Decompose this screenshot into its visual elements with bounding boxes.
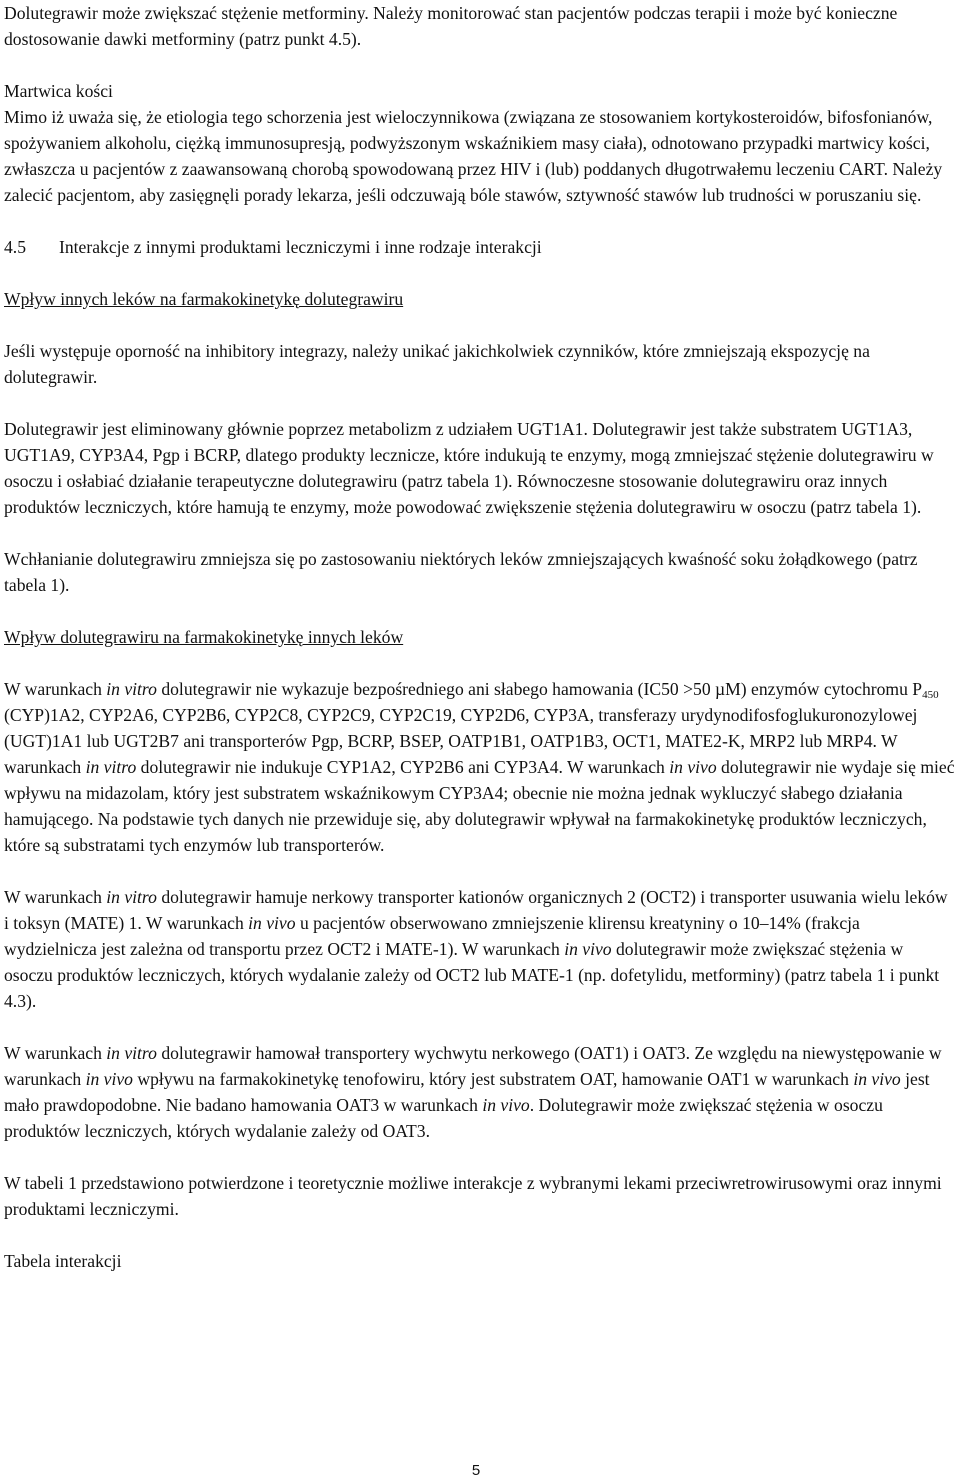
- subscript: 450: [922, 689, 939, 701]
- text-run: wpływu na farmakokinetykę tenofowiru, który jest substratem OAT, hamowanie OAT1 w warunkach: [132, 1069, 854, 1089]
- text-run: W warunkach: [4, 679, 107, 699]
- sub2-paragraph-1: [4, 676, 956, 858]
- table-caption: Tabela interakcji: [4, 1251, 122, 1271]
- text-run: . Dolutegrawir może zwiększać stężenia w osoczu produktów leczniczych, których wydalanie zależy od OAT3.: [4, 1095, 883, 1141]
- sub2-paragraph-3: [4, 1040, 956, 1144]
- italic-run: in vitro: [106, 1043, 157, 1063]
- subsection-title-1: Wpływ innych leków na farmakokinetykę dolutegrawiru: [4, 289, 404, 309]
- section-title: Interakcje z innymi produktami leczniczymi i inne rodzaje interakcji: [59, 237, 542, 257]
- osteonecrosis-body: Mimo iż uważa się, że etiologia tego schorzenia jest wieloczynnikowa (związana ze stosowaniem kortykosteroidów, bifosfonianów, spożywaniem alkoholu, ciężką immunosupresją, podwyższonym wskaźnikiem masy ciała), odnotowano przypadki martwicy kości, zwłaszcza u pacjentów z zaawansowaną chorobą spowodowaną przez HIV i (lub) poddanych długotrwałemu leczeniu CART. Należy zalecić pacjentom, aby zasięgnęli porady lekarza, jeśli odczuwają bóle stawów, sztywność stawów lub trudności w poruszaniu się.: [4, 107, 943, 205]
- text-run: dolutegrawir nie wydaje się mieć wpływu na midazolam, który jest substratem wskaźnikowym CYP3A4; obecnie nie można jednak wykluczyć słabego działania hamującego. Na podstawie tych danych nie przewiduje się, aby dolutegrawir wpływał na farmakokinetykę produktów leczniczych, które są substratami tych enzymów lub transporterów.: [4, 757, 955, 855]
- text-run: W warunkach: [4, 1043, 107, 1063]
- sub1-paragraph-2: Dolutegrawir jest eliminowany głównie poprzez metabolizm z udziałem UGT1A1. Dolutegrawir jest także substratem UGT1A3, UGT1A9, CYP3A4, Pgp i BCRP, dlatego produkty lecznicze, które indukują te enzymy, mogą zmniejszać stężenie dolutegrawiru w osoczu i osłabiać działanie terapeutyczne dolutegrawiru (patrz tabela 1). Równoczesne stosowanie dolutegrawiru oraz innych produktów leczniczych, które hamują te enzymy, może powodować zwiększenie stężenia dolutegrawiru w osoczu (patrz tabela 1).: [4, 419, 934, 517]
- subsection-title-2: Wpływ dolutegrawiru na farmakokinetykę innych leków: [4, 627, 404, 647]
- osteonecrosis-title: Martwica kości: [4, 81, 113, 101]
- text-run: W warunkach: [4, 887, 107, 907]
- italic-run: in vivo: [248, 913, 296, 933]
- sub2-paragraph-2: [4, 884, 956, 1014]
- sub2-paragraph-4: W tabeli 1 przedstawiono potwierdzone i teoretycznie możliwe interakcje z wybranymi lekami przeciwretrowirusowymi oraz innymi produktami leczniczymi.: [4, 1173, 942, 1219]
- italic-run: in vitro: [85, 757, 137, 777]
- document-page: [4, 0, 956, 1274]
- italic-run: in vivo: [482, 1095, 530, 1115]
- italic-run: in vivo: [564, 939, 612, 959]
- italic-run: in vitro: [106, 887, 157, 907]
- text-run: dolutegrawir może zwiększać stężenia w osoczu produktów leczniczych, których wydalanie zależy od OCT2 lub MATE-1 (np. dofetylidu, metforminy) (patrz tabela 1 i punkt 4.3).: [4, 939, 940, 1011]
- text-run: dolutegrawir hamuje nerkowy transporter kationów organicznych 2 (OCT2) i transporter usuwania wielu leków i toksyn (MATE) 1. W warunkach: [4, 887, 948, 933]
- text-run: u pacjentów obserwowano zmniejszenie klirensu kreatyniny o 10–14% (frakcja wydzielnicza jest zależna od transportu przez OCT2 i MATE-1). W warunkach: [4, 913, 860, 959]
- italic-run: in vitro: [106, 679, 157, 699]
- page-number: 5: [471, 1462, 481, 1479]
- sub1-paragraph-1: Jeśli występuje oporność na inhibitory integrazy, należy unikać jakichkolwiek czynników, które zmniejszają ekspozycję na dolutegrawir.: [4, 341, 870, 387]
- intro-paragraph: Dolutegrawir może zwiększać stężenie metforminy. Należy monitorować stan pacjentów podczas terapii i może być konieczne dostosowanie dawki metforminy (patrz punkt 4.5).: [4, 3, 898, 49]
- italic-run: in vivo: [85, 1069, 133, 1089]
- text-run: dolutegrawir nie wykazuje bezpośredniego ani słabego hamowania (IC50 >50 µM) enzymów cytochromu P: [156, 679, 923, 699]
- italic-run: in vivo: [669, 757, 717, 777]
- sub1-paragraph-3: Wchłanianie dolutegrawiru zmniejsza się po zastosowaniu niektórych leków zmniejszających kwaśność soku żołądkowego (patrz tabela 1).: [4, 549, 918, 595]
- italic-run: in vivo: [853, 1069, 901, 1089]
- text-run: dolutegrawir nie indukuje CYP1A2, CYP2B6 ani CYP3A4. W warunkach: [136, 757, 670, 777]
- section-heading: [4, 234, 956, 260]
- text-run: jest mało prawdopodobne. Nie badano hamowania OAT3 w warunkach: [4, 1069, 930, 1115]
- section-number: 4.5: [4, 237, 26, 257]
- text-run: dolutegrawir hamował transportery wychwytu nerkowego (OAT1) i OAT3. Ze względu na niewystępowanie w warunkach: [4, 1043, 942, 1089]
- text-run: (CYP)1A2, CYP2A6, CYP2B6, CYP2C8, CYP2C9, CYP2C19, CYP2D6, CYP3A, transferazy urydynodifosfoglukuronozylowej (UGT)1A1 lub UGT2B7 ani transporterów Pgp, BCRP, BSEP, OATP1B1, OATP1B3, OCT1, MATE2-K, MRP2 lub MRP4. W warunkach: [4, 705, 918, 777]
